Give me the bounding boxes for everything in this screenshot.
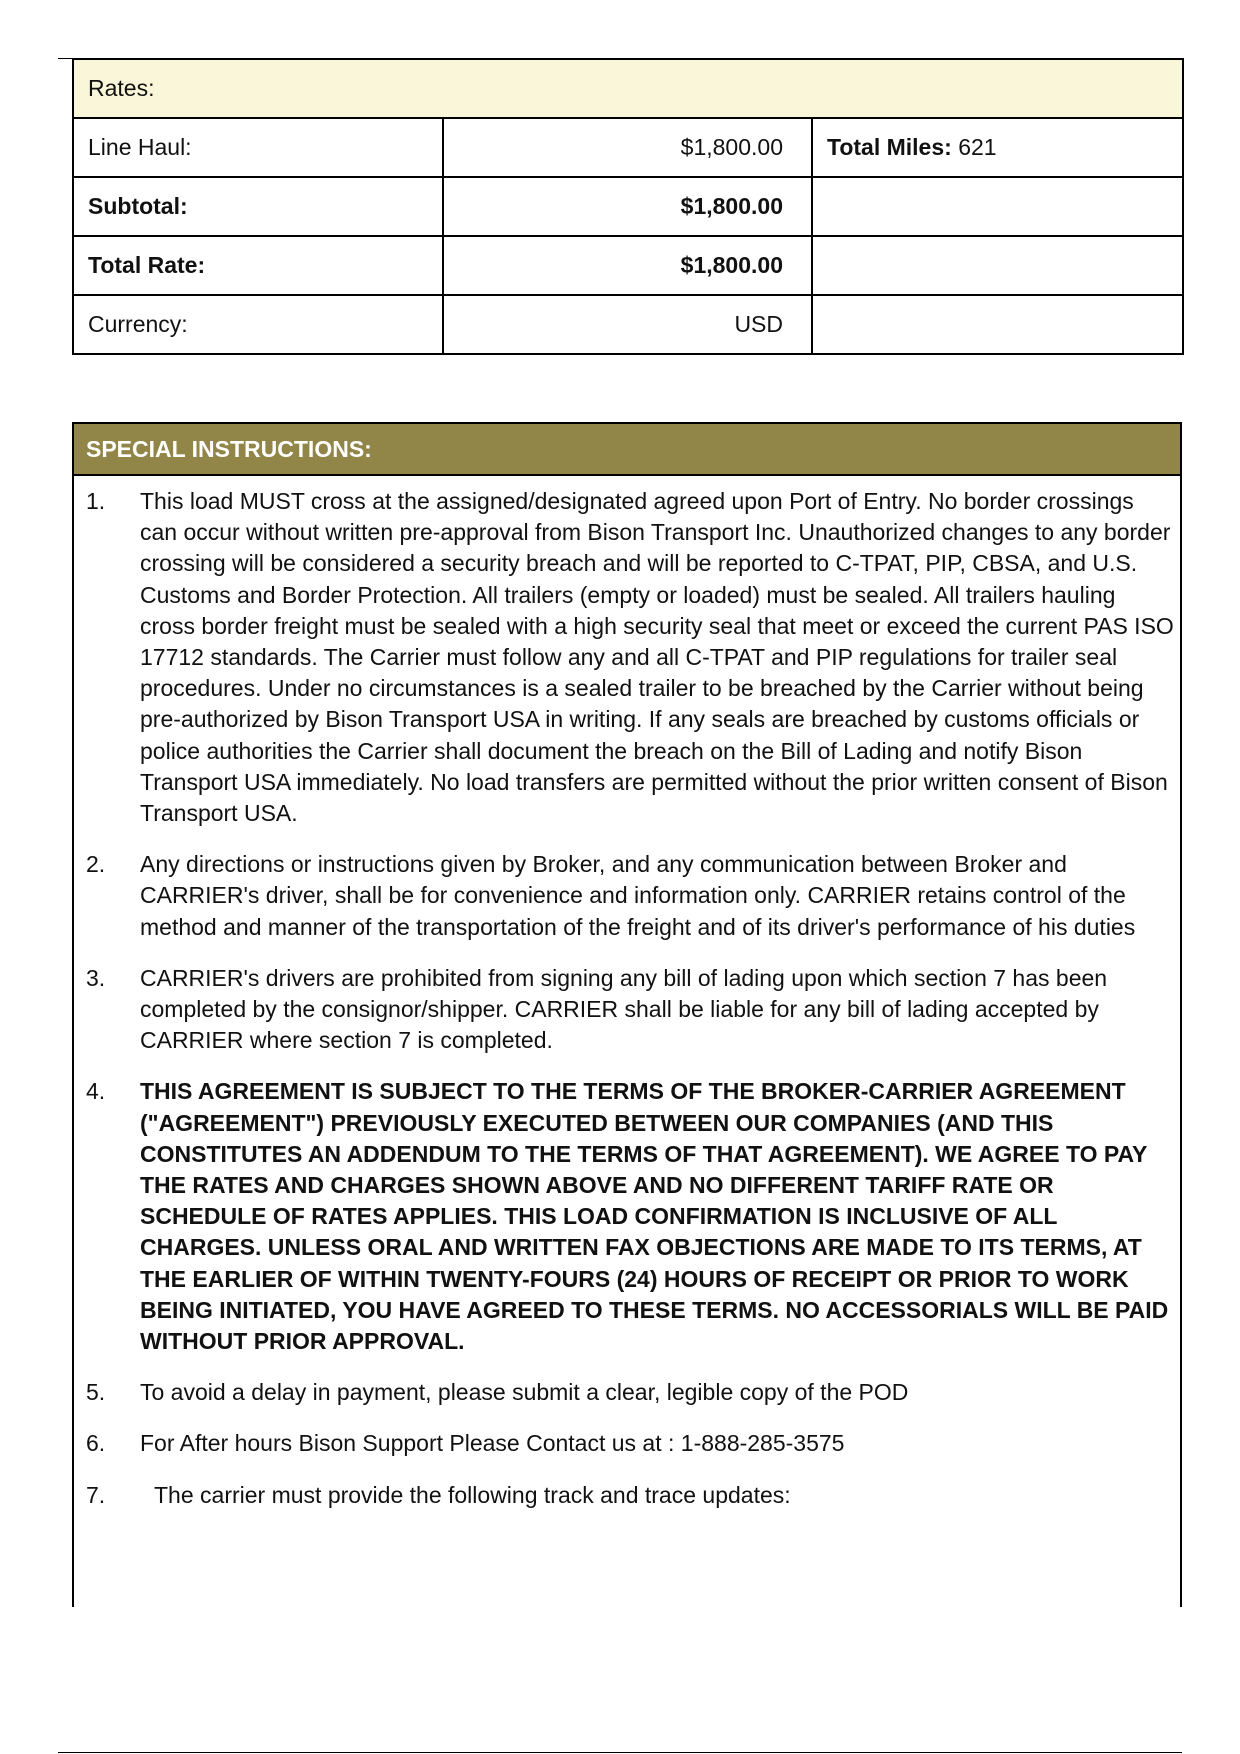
bottom-rule <box>58 1752 1182 1753</box>
line-haul-row <box>73 118 1183 177</box>
rates-header: Rates: <box>73 59 1183 118</box>
instruction-number: 6. <box>86 1430 106 1457</box>
rates-header-row <box>73 59 1183 118</box>
instruction-item-1 <box>74 486 1180 829</box>
total-rate-empty-cell <box>812 236 1183 295</box>
total-miles-cell <box>812 118 1183 177</box>
total-miles-label: Total Miles: <box>827 134 952 160</box>
instruction-list <box>74 486 1180 1511</box>
special-instructions-header: SPECIAL INSTRUCTIONS: <box>74 424 1180 476</box>
instruction-text: To avoid a delay in payment, please submit a clear, legible copy of the POD <box>140 1379 909 1406</box>
subtotal-row <box>73 177 1183 236</box>
rates-table <box>72 58 1184 355</box>
instruction-item-2 <box>74 849 1180 943</box>
subtotal-label: Subtotal: <box>73 177 443 236</box>
instruction-item-3 <box>74 963 1180 1057</box>
total-rate-label: Total Rate: <box>73 236 443 295</box>
instruction-text: The carrier must provide the following track and trace updates: <box>154 1481 791 1508</box>
subtotal-value: $1,800.00 <box>443 177 812 236</box>
instruction-number: 5. <box>86 1379 106 1406</box>
instruction-number: 1. <box>86 488 106 514</box>
line-haul-label: Line Haul: <box>73 118 443 177</box>
instruction-text: THIS AGREEMENT IS SUBJECT TO THE TERMS OF THE BROKER-CARRIER AGREEMENT ("AGREEMENT") PREVIOUSLY EXECUTED BETWEEN OUR COMPANIES (AND THIS CONSTITUTES AN ADDENDUM TO THE TERMS OF THAT AGREEMENT). WE AGREE TO PAY THE RATES AND CHARGES SHOWN ABOVE AND NO DIFFERENT TARIFF RATE OR SCHEDULE OF RATES APPLIES. THIS LOAD CONFIRMATION IS INCLUSIVE OF ALL CHARGES. UNLESS ORAL AND WRITTEN FAX OBJECTIONS ARE MADE TO ITS TERMS, AT THE EARLIER OF WITHIN TWENTY-FOURS (24) HOURS OF RECEIPT OR PRIOR TO WORK BEING INITIATED, YOU HAVE AGREED TO THESE TERMS. NO ACCESSORIALS WILL BE PAID WITHOUT PRIOR APPROVAL. <box>140 1078 1169 1355</box>
currency-row <box>73 295 1183 354</box>
total-rate-row <box>73 236 1183 295</box>
instruction-number: 2. <box>86 851 106 878</box>
instruction-number: 4. <box>86 1078 106 1105</box>
instruction-text: This load MUST cross at the assigned/designated agreed upon Port of Entry. No border crossings can occur without written pre-approval from Bison Transport Inc. Unauthorized changes to any border crossing will be considered a security breach and will be reported to C-TPAT, PIP, CBSA, and U.S. Customs and Border Protection. All trailers (empty or loaded) must be sealed. All trailers hauling cross border freight must be sealed with a high security seal that meet or exceed the current PAS ISO 17712 standards. The Carrier must follow any and all C-TPAT and PIP regulations for trailer seal procedures. Under no circumstances is a sealed trailer to be breached by the Carrier without being pre-authorized by Bison Transport USA in writing. If any seals are breached by customs officials or police authorities the Carrier shall document the breach on the Bill of Lading and notify Bison Transport USA immediately. No load transfers are permitted without the prior written consent of Bison Transport USA. <box>140 488 1174 827</box>
line-haul-value: $1,800.00 <box>443 118 812 177</box>
instruction-item-4 <box>74 1076 1180 1357</box>
instruction-number: 3. <box>86 964 106 991</box>
instruction-text: CARRIER's drivers are prohibited from signing any bill of lading upon which section 7 has been completed by the consignor/shipper. CARRIER shall be liable for any bill of lading accepted by CARRIER where section 7 is completed. <box>140 964 1108 1054</box>
currency-label: Currency: <box>73 295 443 354</box>
instruction-item-7 <box>74 1480 1180 1511</box>
currency-value: USD <box>443 295 812 354</box>
instruction-item-6 <box>74 1428 1180 1459</box>
instruction-text: For After hours Bison Support Please Contact us at : 1-888-285-3575 <box>140 1430 845 1457</box>
total-rate-value: $1,800.00 <box>443 236 812 295</box>
currency-empty-cell <box>812 295 1183 354</box>
special-instructions-section <box>72 422 1182 1607</box>
total-miles-value: 621 <box>958 134 997 160</box>
subtotal-empty-cell <box>812 177 1183 236</box>
instruction-item-5 <box>74 1377 1180 1408</box>
instruction-text: Any directions or instructions given by Broker, and any communication between Broker and CARRIER's driver, shall be for convenience and information only. CARRIER retains control of the method and manner of the transportation of the freight and of its driver's performance of his duties <box>140 851 1136 940</box>
instruction-number: 7. <box>86 1481 106 1508</box>
